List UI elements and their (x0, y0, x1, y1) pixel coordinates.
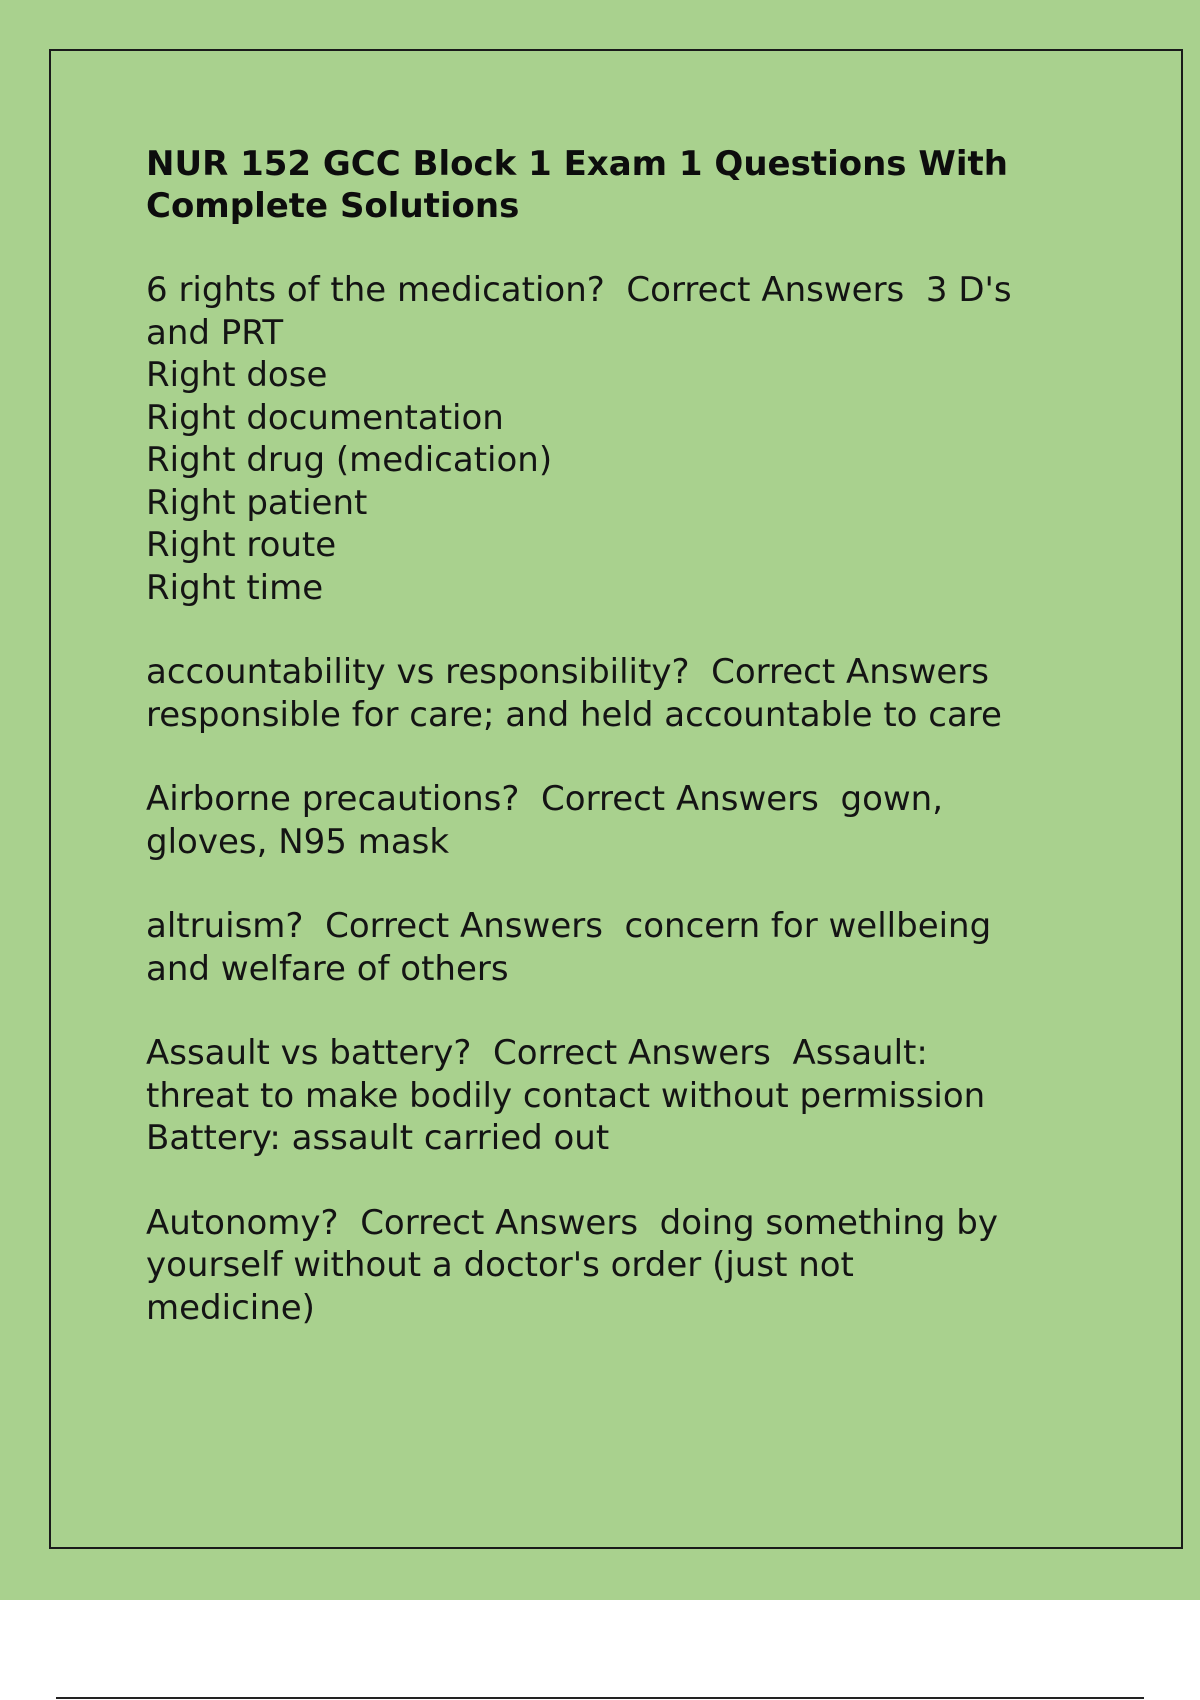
qa-line: Autonomy? Correct Answers doing something by (146, 1202, 998, 1243)
qa-entry-accountability (146, 651, 1086, 736)
qa-line: and welfare of others (146, 948, 509, 989)
qa-line: Right dose (146, 355, 328, 395)
qa-entry-autonomy (146, 1202, 1086, 1330)
qa-line: Right documentation (146, 397, 504, 438)
qa-line: threat to make bodily contact without permission (146, 1075, 986, 1116)
qa-line: and PRT (146, 312, 284, 353)
qa-line: medicine) (146, 1287, 315, 1328)
qa-line: gloves, N95 mask (146, 821, 450, 862)
qa-line: Right patient (146, 482, 368, 523)
document-title (146, 143, 1086, 227)
qa-line: Right drug (medication) (146, 440, 553, 480)
qa-line: yourself without a doctor's order (just not (146, 1245, 854, 1285)
qa-entry-airborne-precautions (146, 778, 1086, 863)
qa-line: Assault vs battery? Correct Answers Assault: (146, 1033, 928, 1073)
footer-divider (56, 1697, 1144, 1699)
document-content (146, 143, 1086, 1371)
qa-line: 6 rights of the medication? Correct Answers 3 D's (146, 270, 1012, 310)
qa-entry-medication-rights (146, 269, 1086, 609)
qa-entry-altruism (146, 905, 1086, 990)
document-title-line: Complete Solutions (146, 186, 520, 226)
qa-line: Battery: assault carried out (146, 1118, 610, 1158)
document-title-line: NUR 152 GCC Block 1 Exam 1 Questions With (146, 144, 1008, 184)
qa-line: responsible for care; and held accountable to care (146, 694, 1002, 735)
qa-line: altruism? Correct Answers concern for wellbeing (146, 906, 992, 946)
qa-line: Airborne precautions? Correct Answers gown, (146, 779, 944, 819)
qa-entry-assault-battery (146, 1032, 1086, 1160)
qa-line: Right route (146, 525, 337, 565)
qa-line: accountability vs responsibility? Correct Answers (146, 652, 989, 692)
qa-line: Right time (146, 567, 324, 608)
